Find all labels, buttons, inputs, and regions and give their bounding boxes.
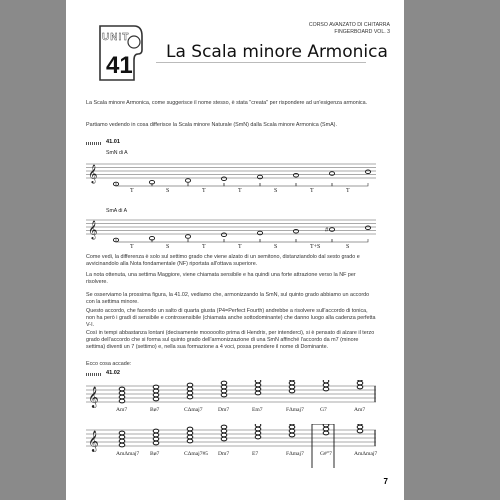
interval-bracket xyxy=(116,239,152,242)
interval-bracket xyxy=(224,183,260,186)
chord-note xyxy=(119,443,125,447)
chord-note xyxy=(255,427,261,431)
chord-note xyxy=(187,439,193,443)
staff-chords-sma xyxy=(86,424,376,468)
chord-note xyxy=(289,433,295,437)
chord-label: Em7 xyxy=(252,407,263,413)
chord-note xyxy=(187,383,193,387)
note-head xyxy=(257,175,262,179)
step-label: T xyxy=(202,188,206,194)
paragraph-intro: La Scala minore Armonica, come suggerisce il nome stesso, è stata "creata" per rispondere ad un'esigenza armonica. xyxy=(86,100,368,106)
treble-clef-icon: 𝄞 xyxy=(88,164,98,183)
note-head xyxy=(329,228,334,232)
paragraph-compare: Partiamo vedendo in cosa differisce la Scala minore Naturale (SmN) dalla Scala minore Armonica (SmA). xyxy=(86,122,337,128)
chord-note xyxy=(153,389,159,393)
chord-label: CΔmaj7 xyxy=(184,407,203,413)
chord-note xyxy=(119,387,125,391)
treble-clef-icon: 𝄞 xyxy=(88,220,98,239)
chord-note xyxy=(357,429,363,433)
chord-note xyxy=(153,429,159,433)
interval-bracket xyxy=(332,183,368,186)
step-label: S xyxy=(274,188,278,194)
chord-label: Dm7 xyxy=(218,407,230,413)
step-label: T xyxy=(310,188,314,194)
note-head xyxy=(257,231,262,235)
paragraph-explain-2: La nota ottenuta, una settima Maggiore, viene chiamata sensibile e ha quindi una forte attrazione verso la NF per risolvere. xyxy=(86,272,356,285)
treble-clef-icon: 𝄞 xyxy=(88,387,99,408)
chord-note xyxy=(323,387,329,391)
chapter-title: La Scala minore Armonica xyxy=(166,42,388,62)
chord-note xyxy=(153,441,159,445)
chord-note xyxy=(357,381,363,385)
chord-note xyxy=(153,385,159,389)
chord-label: Dm7 xyxy=(218,451,230,457)
interval-bracket xyxy=(332,239,368,242)
interval-bracket xyxy=(260,239,296,242)
chord-note xyxy=(187,431,193,435)
interval-bracket xyxy=(224,239,260,242)
chord-note xyxy=(221,425,227,429)
chord-note xyxy=(119,399,125,403)
chord-note xyxy=(289,424,295,425)
chord-note xyxy=(187,427,193,431)
step-label: T xyxy=(130,188,134,194)
chord-note xyxy=(221,393,227,397)
step-label: S xyxy=(166,244,170,250)
note-head xyxy=(293,173,298,177)
paragraph-explain-3: Se osserviamo la prossima figura, la 41.02, vediamo che, armonizzando la SmN, sul quinto grado abbiamo un accordo con la settima minore. xyxy=(86,292,370,305)
step-label: S xyxy=(274,244,278,250)
chord-note xyxy=(153,437,159,441)
chord-note xyxy=(187,435,193,439)
interval-bracket xyxy=(260,183,296,186)
paragraph-ecco: Ecco cosa accade: xyxy=(86,361,132,367)
chord-label: Bø7 xyxy=(150,407,160,413)
chord-note xyxy=(289,380,295,381)
chord-note xyxy=(221,385,227,389)
chord-note xyxy=(221,429,227,433)
chord-note xyxy=(119,435,125,439)
chord-note xyxy=(255,391,261,395)
book-page xyxy=(66,0,404,500)
chord-label: G7 xyxy=(320,407,327,413)
note-head xyxy=(329,172,334,176)
chord-note xyxy=(289,425,295,429)
chord-note xyxy=(221,381,227,385)
chord-note xyxy=(255,380,261,383)
chord-label: CΔmaj7#5 xyxy=(184,451,209,457)
chord-note xyxy=(221,389,227,393)
scale-label-smn: SmN di A xyxy=(106,150,128,156)
chord-note xyxy=(323,431,329,435)
example-marker xyxy=(86,373,102,376)
chord-note xyxy=(323,427,329,431)
step-label: T+S xyxy=(310,244,321,250)
series-line-1: CORSO AVANZATO DI CHITARRA xyxy=(308,22,390,28)
example-number: 41.02 xyxy=(106,370,120,376)
interval-bracket xyxy=(188,183,224,186)
series-line-2: FINGERBOARD VOL. 3 xyxy=(334,29,390,35)
interval-bracket xyxy=(152,239,188,242)
step-label: T xyxy=(130,244,134,250)
chord-note xyxy=(221,433,227,437)
paragraph-explain-5: Così in tempi abbastanza lontani (decisamente mooooolto prima di Hendrix, per intenderci), si è pensato di alzare il terzo grado dell'accordo che si forma sul quinto grado dell'armonizzazione di una SmN affinché l'accordo da m7 (minore settima) diventi un 7 (settimo) e, nella sua formazione a 4 voci, possa prendere il nome di Dominante. xyxy=(86,330,375,350)
step-label: T xyxy=(238,244,242,250)
chord-note xyxy=(289,429,295,433)
chord-note xyxy=(221,437,227,441)
chord-note xyxy=(153,397,159,401)
interval-bracket xyxy=(296,183,332,186)
scale-label-sma: SmA di A xyxy=(106,208,128,214)
chord-label: E7 xyxy=(252,451,259,457)
chord-note xyxy=(289,381,295,385)
chord-note xyxy=(255,387,261,391)
example-number: 41.01 xyxy=(106,139,120,145)
chord-note xyxy=(255,435,261,439)
chord-note xyxy=(289,385,295,389)
chord-note xyxy=(357,380,363,381)
step-label: S xyxy=(166,188,170,194)
chord-note xyxy=(187,391,193,395)
unit-label: UNIT xyxy=(102,32,130,43)
chord-note xyxy=(119,395,125,399)
chord-note xyxy=(357,425,363,429)
interval-bracket xyxy=(152,183,188,186)
step-label: T xyxy=(238,188,242,194)
example-marker xyxy=(86,142,102,145)
chord-note xyxy=(323,380,329,383)
title-divider xyxy=(156,62,366,63)
chord-note xyxy=(153,433,159,437)
chord-note xyxy=(289,389,295,393)
chord-label: Am7 xyxy=(116,407,128,413)
paragraph-explain-4: Questo accordo, che facendo un salto di quarta giusta (P4=Perfect Fourth) andrebbe a risolvere sull'accordo di tonica, non ha però i gradi di sensibile e controsensibile (chiamata anche sottodominante) che danno luogo alla cadenza perfetta V-I. xyxy=(86,308,376,328)
chord-note xyxy=(119,391,125,395)
interval-bracket xyxy=(296,239,332,242)
chord-label: G#°7 xyxy=(320,451,332,457)
interval-bracket xyxy=(116,183,152,186)
chord-note xyxy=(153,393,159,397)
chord-note xyxy=(323,383,329,387)
staff-smn xyxy=(86,158,376,206)
step-label: S xyxy=(346,244,350,250)
note-head xyxy=(365,170,370,174)
chord-label: Bø7 xyxy=(150,451,160,457)
treble-clef-icon: 𝄞 xyxy=(88,431,99,452)
interval-bracket xyxy=(188,239,224,242)
note-head xyxy=(365,226,370,230)
chord-note xyxy=(119,439,125,443)
step-label: T xyxy=(346,188,350,194)
page-number: 7 xyxy=(383,477,388,486)
chord-note xyxy=(255,383,261,387)
chord-label: AmΔmaj7 xyxy=(354,451,378,457)
chord-label: AmΔmaj7 xyxy=(116,451,140,457)
chord-label: Am7 xyxy=(354,407,366,413)
series-title xyxy=(309,22,390,36)
chord-note xyxy=(255,431,261,435)
sharp-icon: # xyxy=(325,227,329,234)
step-label: T xyxy=(202,244,206,250)
staff-chords-smn xyxy=(86,380,376,424)
chord-note xyxy=(357,385,363,389)
note-head xyxy=(221,233,226,237)
paragraph-explain-1: Come vedi, la differenza è solo sul settimo grado che viene alzato di un semitono, distanziandolo dal sesto grado e avvicinandolo alla Nota fondamentale (NF) riportata all'ottava superiore. xyxy=(86,254,360,267)
chord-note xyxy=(357,424,363,425)
chord-note xyxy=(187,395,193,399)
note-head xyxy=(221,177,226,181)
chord-note xyxy=(187,387,193,391)
unit-number: 41 xyxy=(106,52,133,79)
chord-note xyxy=(255,424,261,427)
note-head xyxy=(185,179,190,183)
chord-label: FΔmaj7 xyxy=(286,451,304,457)
note-head xyxy=(185,235,190,239)
note-head xyxy=(293,229,298,233)
chord-note xyxy=(119,431,125,435)
chord-label: FΔmaj7 xyxy=(286,407,304,413)
